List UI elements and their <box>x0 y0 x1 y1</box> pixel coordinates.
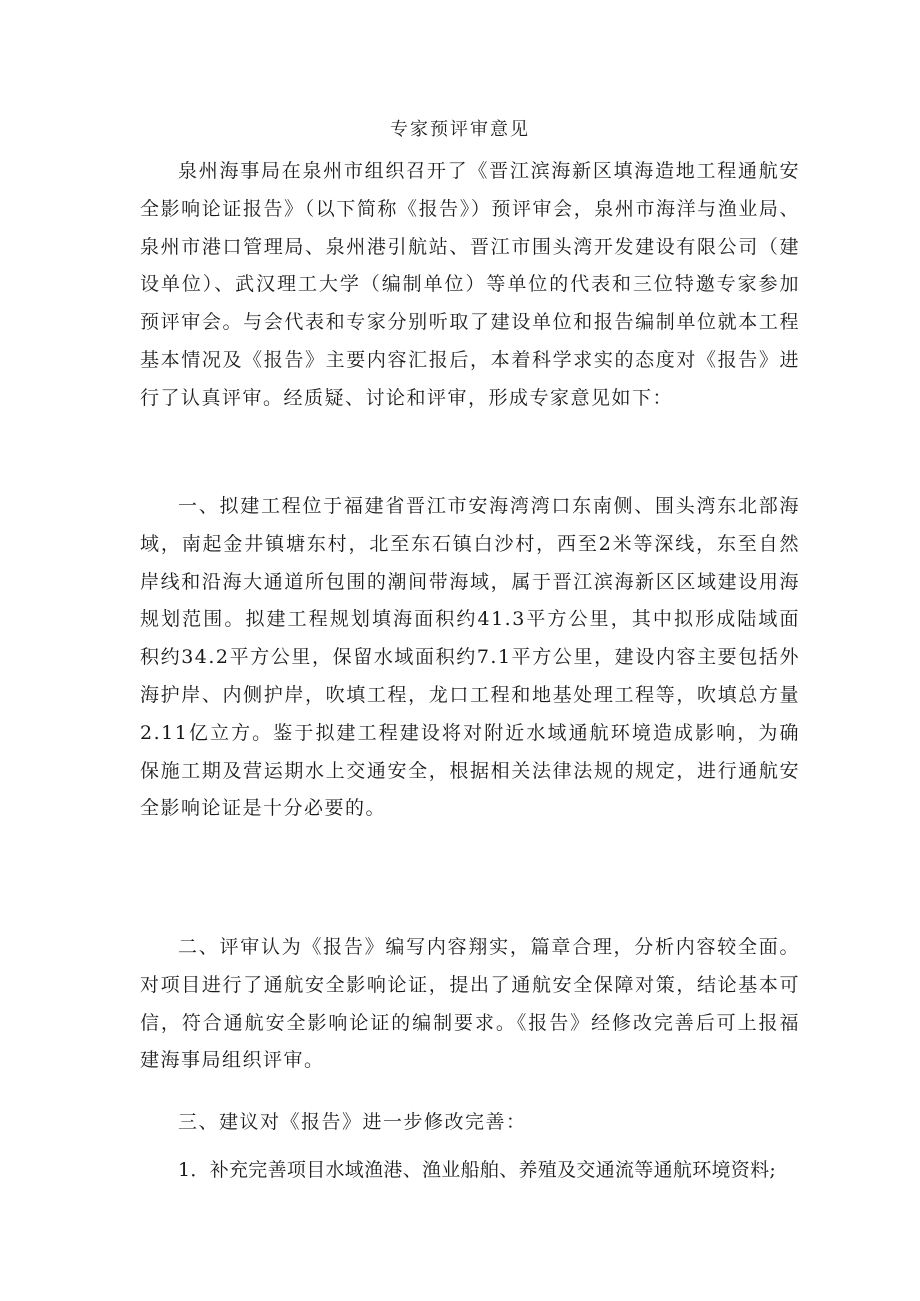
document-title: 专家预评审意见 <box>390 119 530 140</box>
opinion-point-1: 一、拟建工程位于福建省晋江市安海湾湾口东南侧、围头湾东北部海域，南起金井镇塘东村，北至东石镇白沙村，西至2米等深线，东至自然岸线和沿海大通道所包围的潮间带海域，属于晋江滨海新区区域建设用海规划范围。拟建工程规划填海面积约41.3平方公里，其中拟形成陆域面积约34.2平方公里，保留水域面积约7.1平方公里，建设内容主要包括外海护岸、内侧护岸，吹填工程，龙口工程和地基处理工程等，吹填总方量2.11亿立方。鉴于拟建工程建设将对附近水域通航环境造成影响，为确保施工期及营运期水上交通安全，根据相关法律法规的规定，进行通航安全影响论证是十分必要的。 <box>140 495 800 820</box>
suggestion-item-1: 1．补充完善项目水域渔港、渔业船舶、养殖及交通流等通航环境资料; <box>178 1159 777 1181</box>
intro-paragraph: 泉州海事局在泉州市组织召开了《晋江滨海新区填海造地工程通航安全影响论证报告》（以下简称《报告》）预评审会，泉州市海洋与渔业局、泉州市港口管理局、泉州港引航站、晋江市围头湾开发建设有限公司（建设单位）、武汉理工大学（编制单位）等单位的代表和三位特邀专家参加预评审会。与会代表和专家分别听取了建设单位和报告编制单位就本工程基本情况及《报告》主要内容汇报后，本着科学求实的态度对《报告》进行了认真评审。经质疑、讨论和评审，形成专家意见如下： <box>140 160 800 409</box>
opinion-point-3: 三、建议对《报告》进一步修改完善： <box>178 1111 527 1133</box>
opinion-point-2: 二、评审认为《报告》编写内容翔实，篇章合理，分析内容较全面。对项目进行了通航安全影响论证，提出了通航安全保障对策，结论基本可信，符合通航安全影响论证的编制要求。《报告》经修改完善后可上报福建海事局组织评审。 <box>140 936 800 1072</box>
